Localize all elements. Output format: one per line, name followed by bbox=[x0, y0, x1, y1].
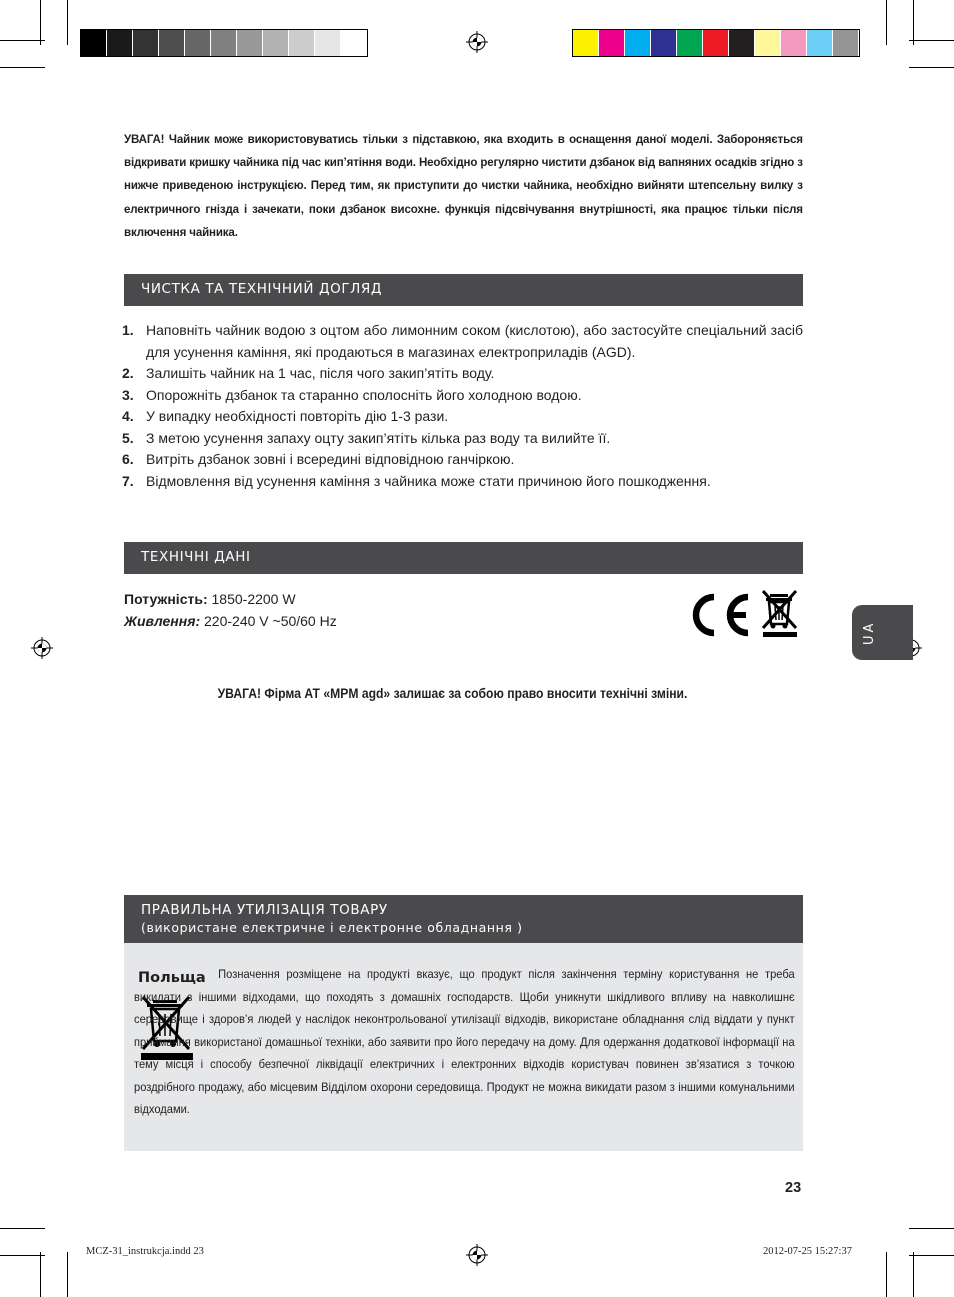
notice-text: УВАГА! Фірма АТ «MPM agd» залишає за собою право вносити технічні зміни. bbox=[217, 686, 688, 701]
color-swatch bbox=[599, 30, 625, 56]
page-number: 23 bbox=[785, 1180, 802, 1196]
crop-mark bbox=[0, 1228, 45, 1229]
crop-mark bbox=[909, 1228, 954, 1229]
color-swatch bbox=[263, 30, 289, 56]
crop-mark bbox=[0, 40, 45, 41]
footer-date: 2012-07-25 15:27:37 bbox=[763, 1246, 852, 1257]
list-item: 4. У випадку необхідності повторіть дію 1-3 рази. bbox=[122, 408, 449, 424]
color-swatch bbox=[703, 30, 729, 56]
color-swatch bbox=[185, 30, 211, 56]
section-title: ТЕХНІЧНІ ДАНІ bbox=[141, 549, 251, 565]
color-swatch bbox=[729, 30, 755, 56]
grayscale-swatch-bar bbox=[80, 29, 368, 57]
color-swatch bbox=[625, 30, 651, 56]
list-item: 2. Залишіть чайник на 1 час, після чого закип’ятіть воду. bbox=[122, 365, 495, 381]
color-swatch bbox=[781, 30, 807, 56]
section-header-cleaning bbox=[124, 274, 803, 306]
color-swatch bbox=[573, 30, 599, 56]
section-subtitle: (використане електричне і електронне обладнання ) bbox=[141, 920, 523, 935]
color-swatch bbox=[81, 30, 107, 56]
cleaning-steps-list bbox=[122, 320, 803, 492]
footer-filename: MCZ-31_instrukcja.indd 23 bbox=[86, 1246, 204, 1257]
color-swatch bbox=[833, 30, 859, 56]
list-item: 6. Витріть дзбанок зовні і всередині відповідною ганчіркою. bbox=[122, 451, 515, 467]
registration-mark-icon bbox=[31, 637, 53, 659]
registration-mark-icon bbox=[466, 1244, 488, 1266]
crop-mark bbox=[909, 1255, 954, 1256]
color-swatch bbox=[315, 30, 341, 56]
crop-mark bbox=[67, 1252, 68, 1297]
supply-label: Живлення: bbox=[124, 613, 201, 629]
crop-mark bbox=[67, 0, 68, 45]
section-header-tech bbox=[124, 542, 803, 574]
crossed-bin-icon bbox=[760, 588, 800, 638]
color-swatch bbox=[107, 30, 133, 56]
color-swatch bbox=[211, 30, 237, 56]
color-swatch bbox=[677, 30, 703, 56]
ce-mark-icon bbox=[686, 593, 754, 637]
warning-paragraph: УВАГА! Чайник може використовуватись тільки з підставкою, яка входить в оснащення даної моделі. Забороняється відкривати кришку чайника під час кип’ятіння води. Необхідно регулярно чистити дзбанок від вапняних осадків згідно з нижче приведеною інструкцією. Перед тим, як приступити до чистки чайника, необхідно вийняти штепсельну вилку з електричного гнізда і зачекати, поки дзбанок висохне. функція підсвічування внутрішності, яка працює тільки після включення чайника. bbox=[124, 132, 803, 239]
color-swatch-bar bbox=[572, 29, 860, 57]
list-item: 5. З метою усунення запаху оцту закип’ятіть кілька раз воду та вилийте її. bbox=[122, 429, 611, 446]
section-title: ПРАВИЛЬНА УТИЛІЗАЦІЯ ТОВАРУ bbox=[141, 902, 388, 918]
power-label: Потужність: bbox=[124, 591, 208, 607]
language-tab bbox=[852, 605, 913, 660]
registration-mark-icon bbox=[466, 31, 488, 53]
crop-mark bbox=[40, 1252, 41, 1297]
section-header-disposal bbox=[124, 895, 803, 943]
color-swatch bbox=[651, 30, 677, 56]
supply-spec bbox=[124, 613, 337, 629]
disposal-text: Позначення розміщене на продукті вказує, що продукт після закінчення терміну користування не треба викидати з іншими відходами, що походять з домашніх господарств. Щоби уникнути шкідливого впливу на навколишнє середовище і здоров’я людей у наслідок неконтрольованої утилізації відходів, використане обладнання слід віддати у пункт приймання використаної домашньої техніки, або заявити про його передачу на дому. Для одержання додаткової інформації на тему місця і способу безпечної ліквідації електричних і електронних відходів користувач повинен зв’язатися з точкою роздрібного продажу, або місцевим Відділом охорони середовища. Продукт не можна викидати разом з іншими комунальними відходами. bbox=[134, 967, 795, 1116]
crop-mark bbox=[0, 67, 45, 68]
crop-mark bbox=[909, 40, 954, 41]
crop-mark bbox=[913, 0, 914, 45]
crop-mark bbox=[913, 1252, 914, 1297]
crop-mark bbox=[909, 67, 954, 68]
list-item: 3. Опорожніть дзбанок та старанно сполосніть його холодною водою. bbox=[122, 386, 582, 403]
color-swatch bbox=[159, 30, 185, 56]
crop-mark bbox=[0, 1255, 45, 1256]
list-item: 1. Наповніть чайник водою з оцтом або лимонним соком (кислотою), або застосуйте спеціальний засіб для усунення каміння, які продаються в магазинах електроприладів (AGD). bbox=[122, 322, 803, 360]
color-swatch bbox=[755, 30, 781, 56]
power-spec bbox=[124, 591, 296, 607]
language-code: UA bbox=[862, 620, 877, 645]
color-swatch bbox=[289, 30, 315, 56]
crop-mark bbox=[886, 0, 887, 45]
color-swatch bbox=[341, 30, 367, 56]
color-swatch bbox=[807, 30, 833, 56]
supply-value: 220-240 V ~50/60 Hz bbox=[204, 613, 337, 629]
crop-mark bbox=[886, 1252, 887, 1297]
crop-mark bbox=[40, 0, 41, 45]
power-value: 1850-2200 W bbox=[211, 591, 296, 607]
country-label: Польща bbox=[138, 970, 206, 986]
list-item: 7. Відмовлення від усунення каміння з чайника може стати причиною його пошкодження. bbox=[122, 472, 711, 489]
color-swatch bbox=[237, 30, 263, 56]
section-title: ЧИСТКА ТА ТЕХНІЧНИЙ ДОГЛЯД bbox=[141, 281, 383, 297]
color-swatch bbox=[133, 30, 159, 56]
